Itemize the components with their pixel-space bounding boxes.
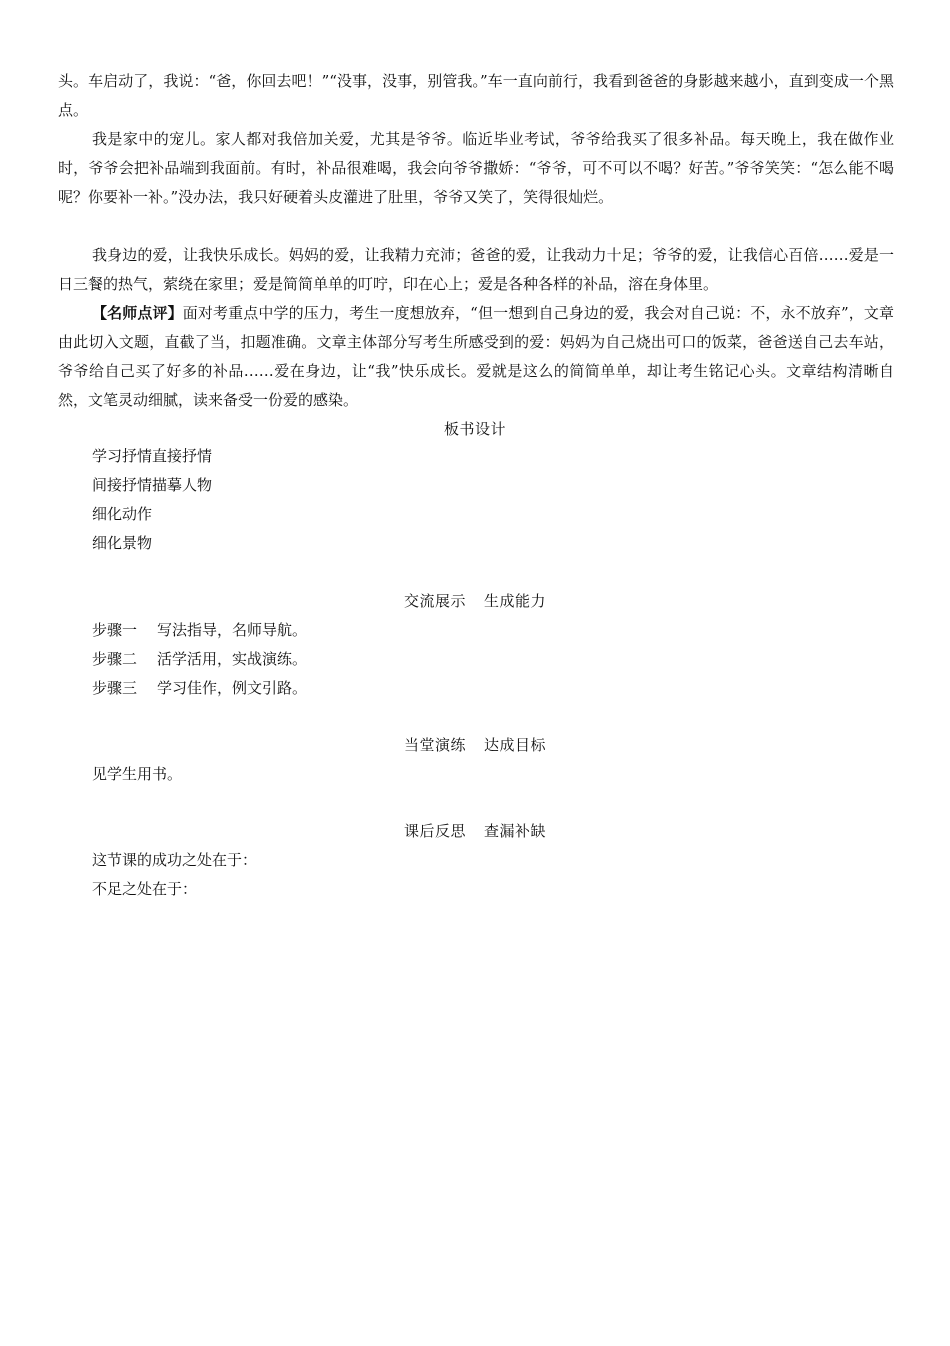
reflection-shortcoming-line: 不足之处在于： xyxy=(92,880,198,898)
step-2-text: 活学活用，实战演练。 xyxy=(157,650,308,668)
essay-paragraph-1: 头。车启动了，我说：“爸，你回去吧！”“没事，没事，别管我。”车一直向前行，我看到爸爸的身影越来越小，直到变成一个黑点。 xyxy=(58,72,894,119)
step-3-label: 步骤三 xyxy=(92,679,138,697)
board-line-4: 细化景物 xyxy=(92,534,153,552)
practice-heading-b: 达成目标 xyxy=(484,736,547,754)
board-line-2: 间接抒情描摹人物 xyxy=(92,476,213,494)
board-line-1: 学习抒情直接抒情 xyxy=(92,447,213,465)
step-2-label: 步骤二 xyxy=(92,650,138,668)
teacher-comment-paragraph xyxy=(58,299,894,415)
step-1-text: 写法指导，名师导航。 xyxy=(157,621,308,639)
step-3-text: 学习佳作，例文引路。 xyxy=(157,679,308,697)
step-1-label: 步骤一 xyxy=(92,621,138,639)
step-1 xyxy=(92,618,307,642)
practice-heading-a: 当堂演练 xyxy=(403,736,466,754)
step-2 xyxy=(92,647,307,671)
reflection-heading xyxy=(0,819,950,843)
exchange-heading xyxy=(0,589,950,613)
teacher-comment-text: 面对考重点中学的压力，考生一度想放弃，“但一想到自己身边的爱，我会对自己说：不，永不放弃”，文章由此切入文题，直截了当，扣题准确。文章主体部分写考生所感受到的爱：妈妈为自己烧出可口的饭菜，爸爸送自己去车站，爷爷给自己买了好多的补品……爱在身边，让“我”快乐成长。爱就是这么的简简单单，却让考生铭记心头。文章结构清晰自然，文笔灵动细腻，读来备受一份爱的感染。 xyxy=(58,304,894,409)
board-line-3: 细化动作 xyxy=(92,505,153,523)
exchange-heading-b: 生成能力 xyxy=(484,592,547,610)
reflection-heading-b: 查漏补缺 xyxy=(484,822,547,840)
essay-paragraph-3: 我身边的爱，让我快乐成长。妈妈的爱，让我精力充沛；爸爸的爱，让我动力十足；爷爷的爱，让我信心百倍……爱是一日三餐的热气，萦绕在家里；爱是简简单单的叮咛，印在心上；爱是各种各样的补品，溶在身体里。 xyxy=(58,246,894,293)
practice-text: 见学生用书。 xyxy=(92,765,183,783)
practice-heading xyxy=(0,733,950,757)
teacher-comment-label: 【名师点评】 xyxy=(92,304,183,322)
exchange-heading-a: 交流展示 xyxy=(403,592,466,610)
reflection-success-line: 这节课的成功之处在于： xyxy=(92,851,258,869)
step-3 xyxy=(92,676,307,700)
essay-paragraph-2: 我是家中的宠儿。家人都对我倍加关爱，尤其是爷爷。临近毕业考试，爷爷给我买了很多补品。每天晚上，我在做作业时，爷爷会把补品端到我面前。有时，补品很难喝，我会向爷爷撒娇：“爷爷，可不可以不喝？好苦。”爷爷笑笑：“怎么能不喝呢？你要补一补。”没办法，我只好硬着头皮灌进了肚里，爷爷又笑了，笑得很灿烂。 xyxy=(58,130,894,206)
board-design-heading: 板书设计 xyxy=(443,420,506,438)
reflection-heading-a: 课后反思 xyxy=(403,822,466,840)
